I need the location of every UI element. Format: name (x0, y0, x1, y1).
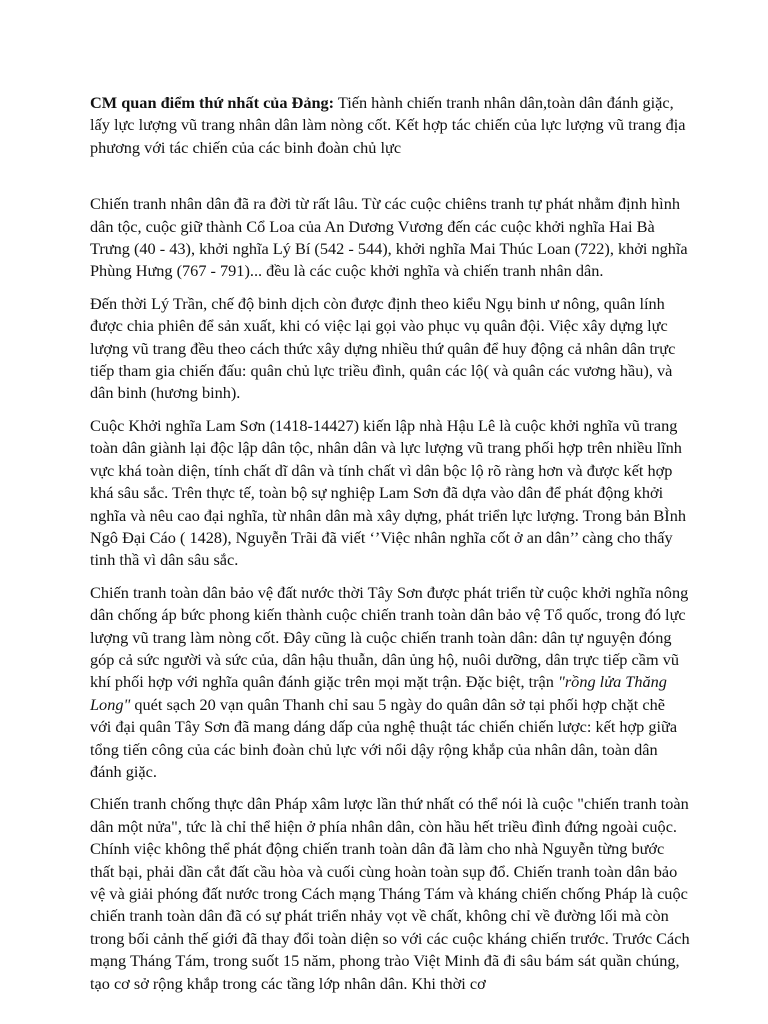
intro-heading: CM quan điểm thứ nhất của Đảng: (90, 93, 335, 112)
paragraph-french-resistance: Chiến tranh chống thực dân Pháp xâm lược lần thứ nhất có thể nói là cuộc "chiến tranh toàn dân một nửa", tức là chỉ thể hiện ở phía nhân dân, còn hầu hết triều đình đứng ngoài cuộc. Chính việc không thể phát động chiến tranh toàn dân đã làm cho nhà Nguyễn từng bước thất bại, phải dần cắt đất cầu hòa và cuối cùng hoàn toàn sụp đổ. Chiến tranh toàn dân bảo vệ và giải phóng đất nước trong Cách mạng Tháng Tám và kháng chiến chống Pháp là cuộc chiến tranh toàn dân đã có sự phát triển nhảy vọt về chất, không chỉ về đường lối mà còn trong bối cảnh thế giới đã thay đổi toàn diện so với các cuộc kháng chiến trước. Trước Cách mạng Tháng Tám, trong suốt 15 năm, phong trào Việt Minh đã đi sâu bám sát quần chúng, tạo cơ sở rộng khắp trong các tầng lớp nhân dân. Khi thời cơ (90, 794, 690, 993)
tay-son-text-start: Chiến tranh toàn dân bảo vệ đất nước thời Tây Sơn được phát triển từ cuộc khởi nghĩa nông dân chống áp bức phong kiến thành cuộc chiến tranh toàn dân bảo vệ Tổ quốc, trong đó lực lượng vũ trang làm nòng cốt. Đây cũng là cuộc chiến tranh toàn dân: dân tự nguyện đóng góp cả sức người và sức của, dân hậu thuẫn, dân ủng hộ, nuôi dưỡng, dân trực tiếp cầm vũ khí phối hợp với nghĩa quân đánh giặc trên mọi mặt trận. Đặc biệt, trận (90, 582, 689, 692)
tay-son-emphasis: "rồng lửa Thăng Long" (90, 672, 667, 714)
tay-son-text-end: quét sạch 20 vạn quân Thanh chỉ sau 5 ngày do quân dân sở tại phối hợp chặt chẽ với đại quân Tây Sơn đã mang dáng dấp của nghệ thuật tác chiến chiến lược: kết hợp giữa tổng tiến công của các binh đoàn chủ lực với nổi dậy rộng khắp của nhân dân, toàn dân đánh giặc. (90, 694, 678, 781)
intro-text: Tiến hành chiến tranh nhân dân,toàn dân đánh giặc, lấy lực lượng vũ trang nhân dân làm nòng cốt. Kết hợp tác chiến của lực lượng vũ trang địa phương với tác chiến của các binh đoàn chủ lực (90, 93, 686, 157)
paragraph-origins: Chiến tranh nhân dân đã ra đời từ rất lâu. Từ các cuộc chiêns tranh tự phát nhằm định hình dân tộc, cuộc giữ thành Cổ Loa của An Dương Vương đến các cuộc khởi nghĩa Hai Bà Trưng (40 - 43), khởi nghĩa Lý Bí (542 - 544), khởi nghĩa Mai Thúc Loan (722), khởi nghĩa Phùng Hưng (767 - 791)... đều là các cuộc khởi nghĩa và chiến tranh nhân dân. (90, 194, 688, 281)
intro-paragraph (90, 92, 690, 159)
paragraph-ly-tran: Đến thời Lý Trần, chế độ binh dịch còn được định theo kiểu Ngụ binh ư nông, quân lính được chia phiên để sản xuất, khi có việc lại gọi vào phục vụ quân đội. Việc xây dựng lực lượng vũ trang đều theo cách thức xây dựng nhiều thứ quân để huy động cả nhân dân trực tiếp tham gia chiến đấu: quân chủ lực triều đình, quân các lộ( và quân các vương hầu), và dân binh (hương binh). (90, 293, 676, 403)
paragraph-tay-son (90, 582, 690, 784)
document-page (90, 92, 690, 1005)
paragraph-lam-son: Cuộc Khởi nghĩa Lam Sơn (1418-14427) kiến lập nhà Hậu Lê là cuộc khởi nghĩa vũ trang toàn dân giành lại độc lập dân tộc, nhân dân và lực lượng vũ trang phối hợp trên nhiều lĩnh vực khá toàn diện, tính chất dĩ dân và tính chất vì dân bộc lộ rõ ràng hơn và được kết hợp khá sâu sắc. Trên thực tế, toàn bộ sự nghiệp Lam Sơn đã dựa vào dân để phát động khởi nghĩa và nêu cao đại nghĩa, từ nhân dân mà xây dựng, phát triển lực lượng. Trong bản BÌnh Ngô Đại Cáo ( 1428), Nguyễn Trãi đã viết ‘’Việc nhân nghĩa cốt ở an dân’’ càng cho thấy tinh thầ vì dân sâu sắc. (90, 415, 686, 570)
